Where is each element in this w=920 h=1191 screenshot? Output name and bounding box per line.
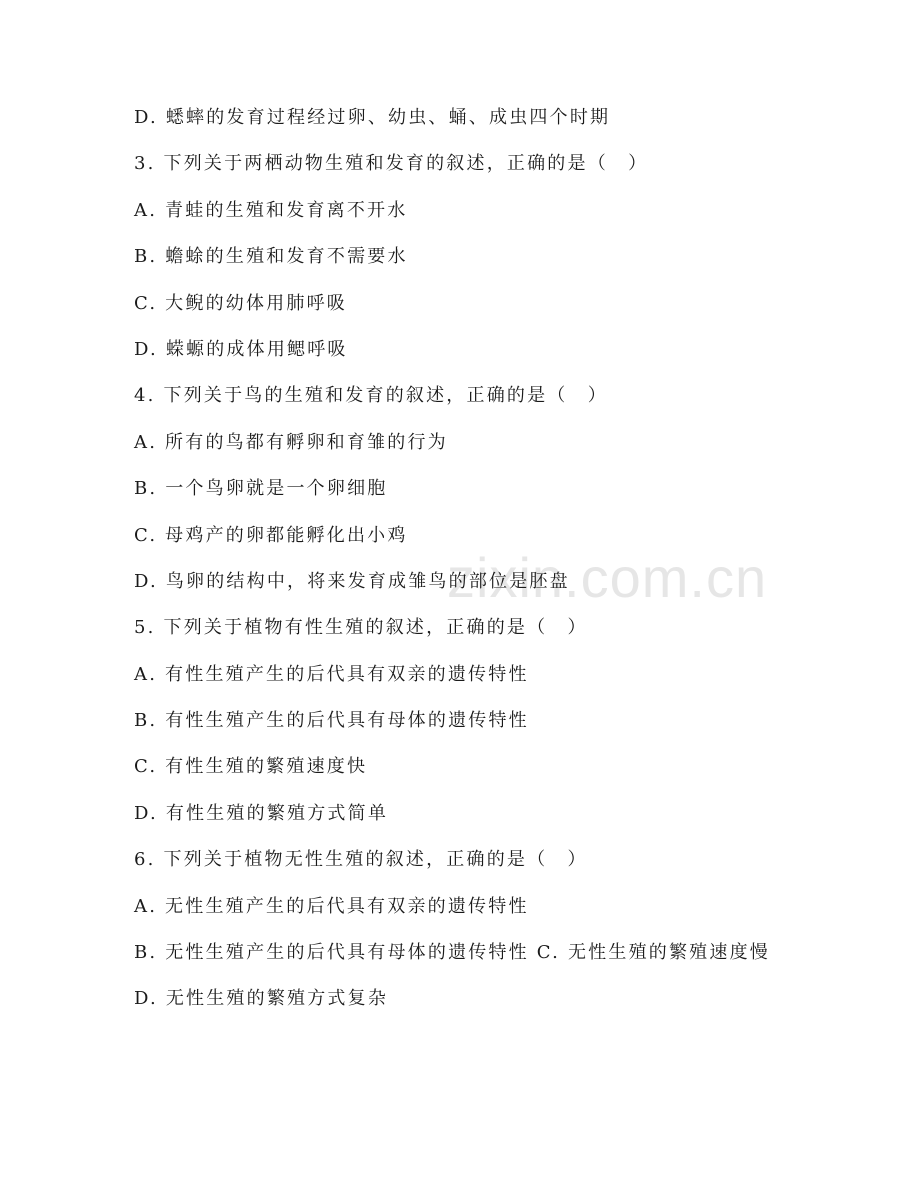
option-line: D. 蝾螈的成体用鳃呼吸	[134, 338, 348, 360]
option-line: C. 大鲵的幼体用肺呼吸	[134, 292, 347, 314]
option-line: A. 有性生殖产生的后代具有双亲的遗传特性	[134, 663, 529, 685]
option-line: D. 鸟卵的结构中，将来发育成雏鸟的部位是胚盘	[134, 570, 570, 592]
option-line: D. 蟋蟀的发育过程经过卵、幼虫、蛹、成虫四个时期	[134, 107, 611, 128]
question-line: 4. 下列关于鸟的生殖和发育的叙述，正确的是（ ）	[134, 385, 608, 407]
watermark: zixin.com.cn	[447, 546, 768, 609]
option-line: B. 无性生殖产生的后代具有母体的遗传特性 C. 无性生殖的繁殖速度慢	[134, 942, 770, 964]
option-line: D. 有性生殖的繁殖方式简单	[134, 802, 389, 824]
question-line: 3. 下列关于两栖动物生殖和发育的叙述，正确的是（ ）	[134, 153, 649, 175]
question-line: 6. 下列关于植物无性生殖的叙述，正确的是（ ）	[134, 849, 588, 871]
option-line: C. 有性生殖的繁殖速度快	[134, 756, 368, 778]
option-line: A. 青蛙的生殖和发育离不开水	[134, 199, 408, 221]
option-line: C. 母鸡产的卵都能孵化出小鸡	[134, 524, 408, 546]
option-line: D. 无性生殖的繁殖方式复杂	[134, 988, 389, 1010]
option-line: A. 无性生殖产生的后代具有双亲的遗传特性	[134, 895, 529, 917]
option-line: B. 有性生殖产生的后代具有母体的遗传特性	[134, 710, 529, 732]
option-line: B. 一个鸟卵就是一个卵细胞	[134, 478, 388, 500]
option-line: B. 蟾蜍的生殖和发育不需要水	[134, 246, 408, 268]
option-line: A. 所有的鸟都有孵卵和育雏的行为	[134, 431, 448, 453]
question-line: 5. 下列关于植物有性生殖的叙述，正确的是（ ）	[134, 617, 588, 639]
text-body	[134, 104, 784, 1032]
